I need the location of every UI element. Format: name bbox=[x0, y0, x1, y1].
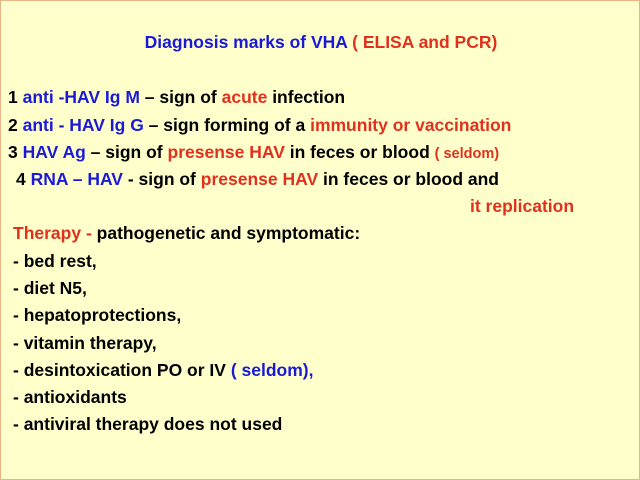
marker-name: anti -HAV Ig M bbox=[22, 87, 140, 107]
marker-highlight: immunity or vaccination bbox=[310, 115, 512, 135]
marker-number: 4 bbox=[16, 169, 31, 189]
marker-highlight: presense HAV bbox=[200, 169, 319, 189]
slide-title bbox=[1, 29, 640, 56]
marker-line-4-continuation: it replication bbox=[470, 196, 575, 216]
therapy-item bbox=[13, 357, 313, 384]
marker-sep: – sign forming of a bbox=[143, 115, 311, 135]
marker-name: HAV Ag bbox=[22, 142, 86, 162]
marker-number: 3 bbox=[8, 142, 23, 162]
therapy-item: - diet N5, bbox=[13, 278, 87, 298]
therapy-item: - antiviral therapy does not used bbox=[13, 414, 283, 434]
marker-sep: – sign of bbox=[139, 87, 222, 107]
marker-line-4 bbox=[16, 166, 499, 193]
marker-tail: infection bbox=[267, 87, 346, 107]
marker-sep: - sign of bbox=[122, 169, 201, 189]
therapy-description: pathogenetic and symptomatic: bbox=[96, 223, 361, 243]
therapy-item-text: - desintoxication PO or IV bbox=[13, 360, 231, 380]
marker-name: RNA – HAV bbox=[30, 169, 123, 189]
therapy-item-note: ( seldom), bbox=[230, 360, 314, 380]
marker-highlight: presense HAV bbox=[167, 142, 285, 162]
marker-tail: in feces or blood bbox=[284, 142, 435, 162]
therapy-item: - bed rest, bbox=[13, 251, 97, 271]
title-main: Diagnosis marks of VHA bbox=[144, 32, 353, 52]
marker-highlight: acute bbox=[221, 87, 268, 107]
marker-line-1 bbox=[8, 84, 345, 111]
marker-line-3 bbox=[8, 139, 499, 168]
title-methods: ( ELISA and PCR) bbox=[352, 32, 498, 52]
marker-sep: – sign of bbox=[85, 142, 168, 162]
marker-number: 1 bbox=[8, 87, 23, 107]
therapy-item: - vitamin therapy, bbox=[13, 333, 157, 353]
marker-name: anti - HAV Ig G bbox=[22, 115, 144, 135]
marker-number: 2 bbox=[8, 115, 23, 135]
therapy-label: Therapy - bbox=[13, 223, 97, 243]
marker-note: ( seldom) bbox=[434, 146, 500, 162]
marker-line-2 bbox=[8, 112, 511, 139]
therapy-item: - antioxidants bbox=[13, 387, 127, 407]
therapy-item: - hepatoprotections, bbox=[13, 305, 182, 325]
therapy-heading bbox=[13, 220, 360, 247]
marker-tail: in feces or blood and bbox=[318, 169, 499, 189]
